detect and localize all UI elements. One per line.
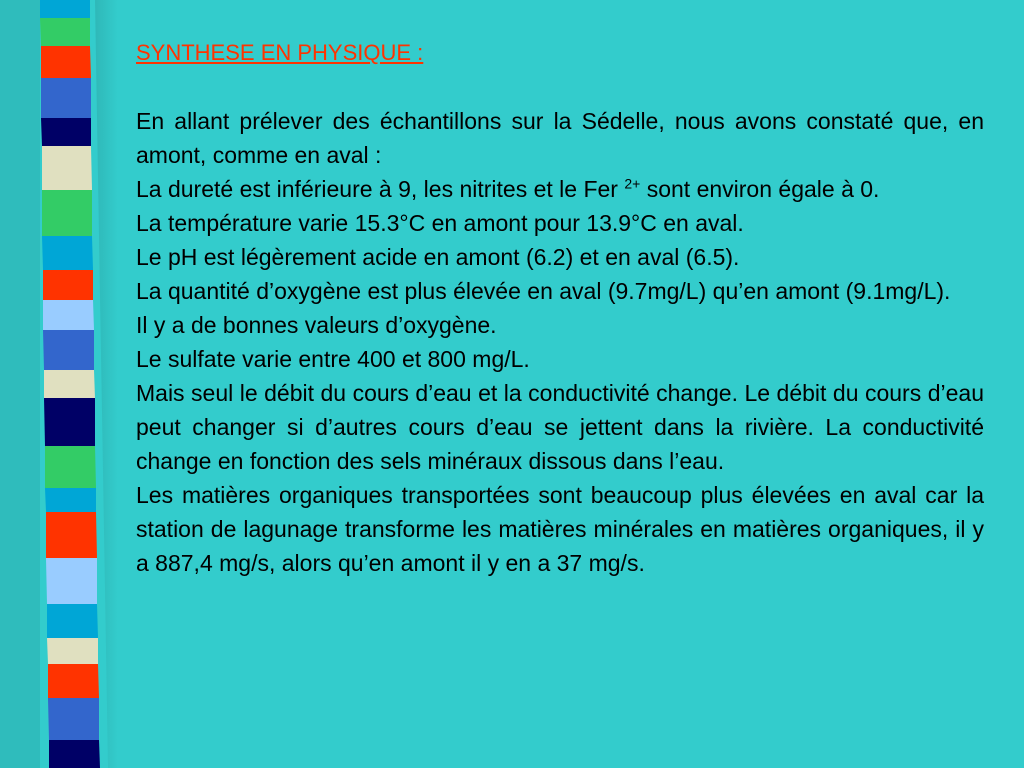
paragraph-debit-conductivity: Mais seul le débit du cours d’eau et la conductivité change. Le débit du cours d’eau peut changer si d’autres cours d’eau se jettent dans la rivière. La conductivité change en fonction des sels minéraux dissous dans l’eau. <box>136 380 984 474</box>
paragraph-durete <box>136 172 984 206</box>
slide-body <box>136 104 984 580</box>
paragraph-oxygen-quantity: La quantité d’oxygène est plus élevée en aval (9.7mg/L) qu’en amont (9.1mg/L). <box>136 278 951 304</box>
paragraph-sulfate: Le sulfate varie entre 400 et 800 mg/L. <box>136 346 530 372</box>
paragraph-oxygen-values: Il y a de bonnes valeurs d’oxygène. <box>136 312 497 338</box>
slide-title: SYNTHESE EN PHYSIQUE : <box>136 40 424 65</box>
iron-charge-superscript: 2+ <box>624 175 641 192</box>
paragraph-temperature: La température varie 15.3°C en amont pour 13.9°C en aval. <box>136 210 744 236</box>
decorative-stripe-bar <box>0 0 118 768</box>
durete-text-before: La dureté est inférieure à 9, les nitrites et le Fer <box>136 176 625 202</box>
slide-content <box>136 36 984 580</box>
paragraph-intro: En allant prélever des échantillons sur la Sédelle, nous avons constaté que, en amont, comme en aval : <box>136 108 984 168</box>
durete-text-after: sont environ égale à 0. <box>640 176 880 202</box>
paragraph-organic-matter: Les matières organiques transportées sont beaucoup plus élevées en aval car la station de lagunage transforme les matières minérales en matières organiques, il y a 887,4 mg/s, alors qu’en amont il y en a 37 mg/s. <box>136 482 984 576</box>
paragraph-ph: Le pH est légèrement acide en amont (6.2) et en aval (6.5). <box>136 244 740 270</box>
stripe-graphic <box>0 0 118 768</box>
